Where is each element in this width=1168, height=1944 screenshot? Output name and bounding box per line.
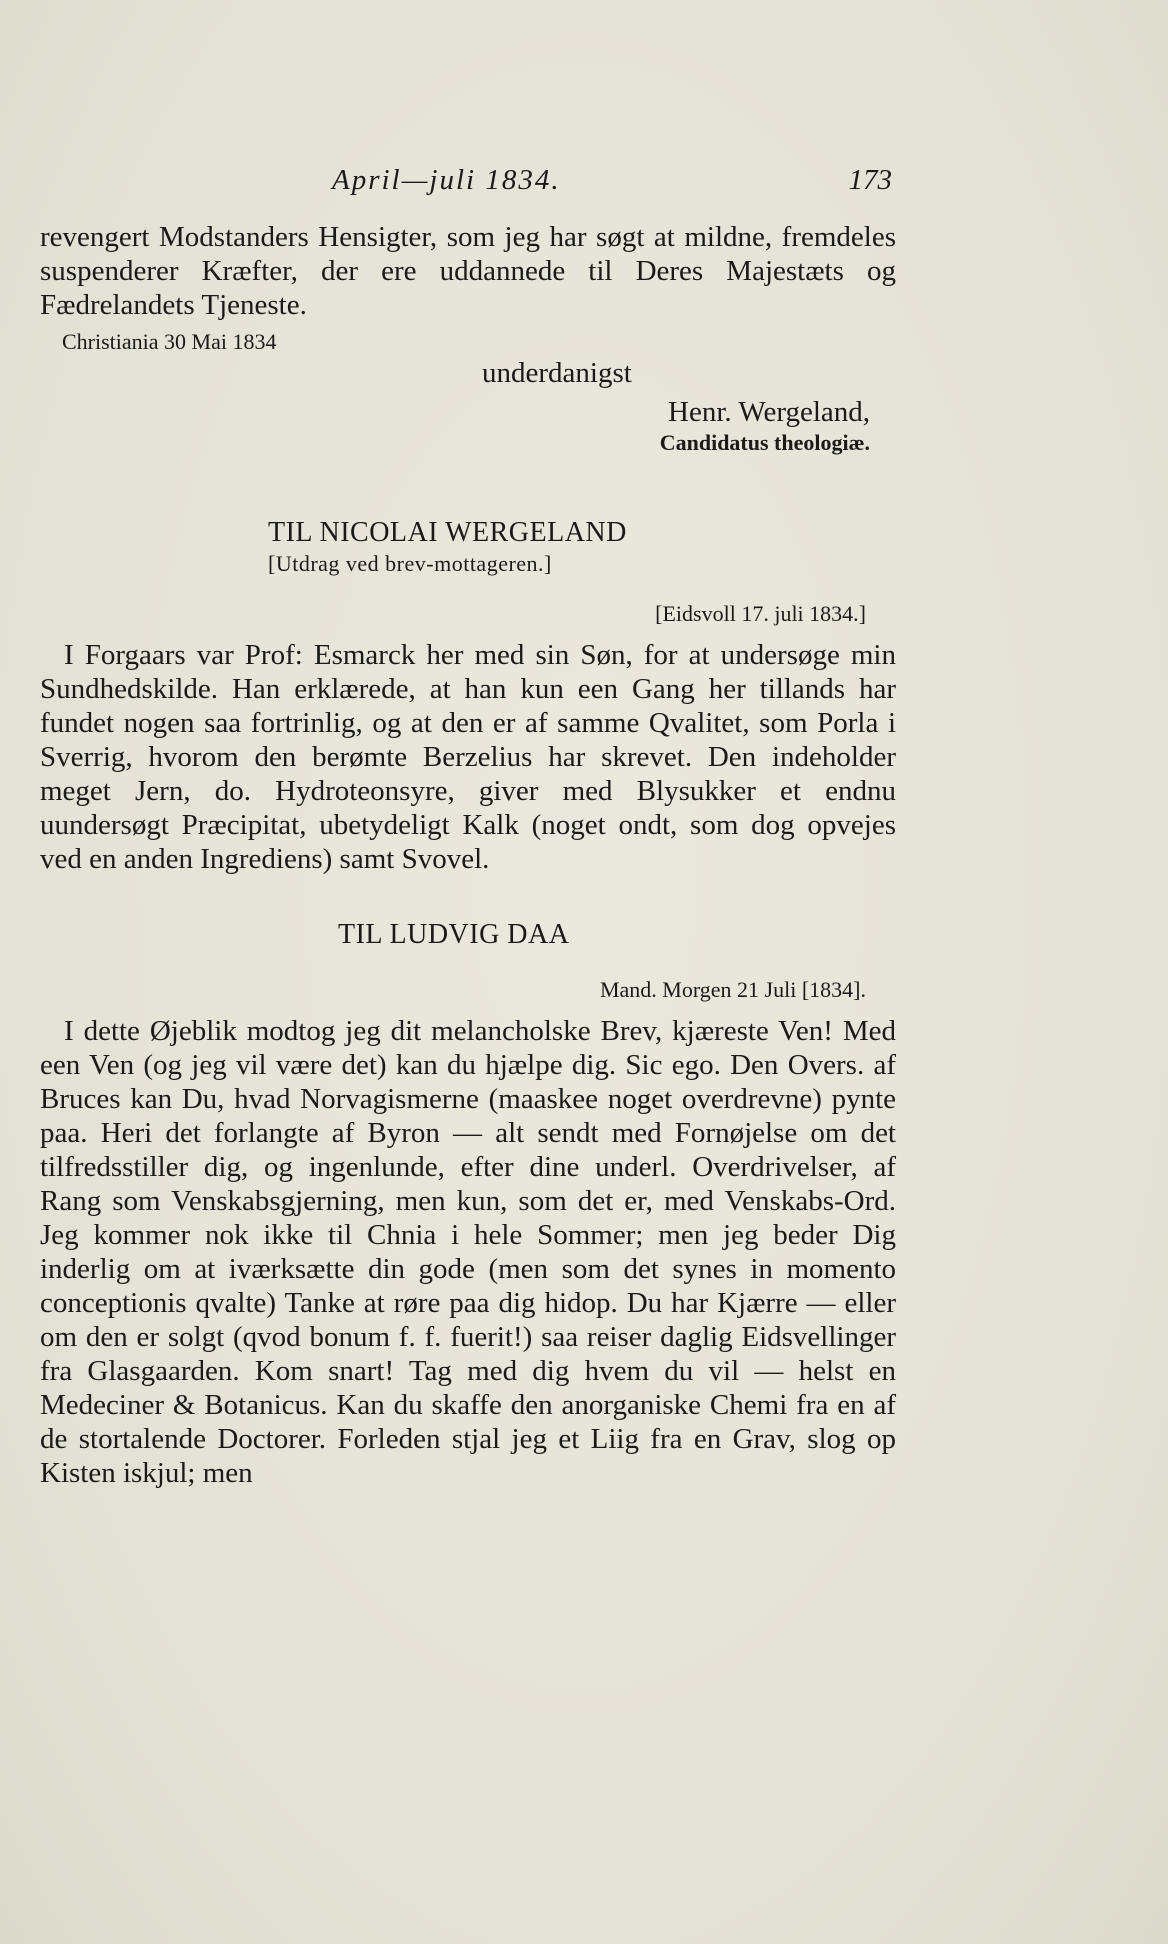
letter1-signature: Henr. Wergeland,	[668, 396, 870, 428]
page-number: 173	[848, 164, 892, 196]
letter1-place-date: Christiania 30 Mai 1834	[62, 329, 277, 354]
page-content	[40, 150, 896, 1490]
letter1-closing: underdanigst	[482, 357, 632, 389]
letter1-paragraph: revengert Modstanders Hensigter, som jeg har søgt at mildne, fremdeles suspenderer Kræfter, der ere uddannede til Deres Majestæts og Fædrelandets Tjeneste.	[40, 221, 896, 321]
letter2-paragraph: I Forgaars var Prof: Esmarck her med sin Søn, for at undersøge min Sundhedskilde. Han erklærede, at han kun een Gang her tillands har fundet nogen saa fortrinlig, og at den er af samme Qvalitet, som Porla i Sverrig, hvorom den berømte Berzelius har skrevet. Den indeholder meget Jern, do. Hydroteonsyre, giver med Blysukker et endnu uundersøgt Præcipitat, ubetydeligt Kalk (noget ondt, som dog opvejes ved en anden Ingrediens) samt Svovel.	[40, 639, 896, 875]
letter2-title: TIL NICOLAI WERGELAND	[268, 517, 627, 548]
letter1-signature-title: Candidatus theologiæ.	[659, 430, 870, 455]
letter3-dateline: Mand. Morgen 21 Juli [1834].	[599, 977, 866, 1002]
letter3-title: TIL LUDVIG DAA	[338, 919, 570, 950]
letter3-paragraph: I dette Øjeblik modtog jeg dit melancholske Brev, kjæreste Ven! Med een Ven (og jeg vil være det) kan du hjælpe dig. Sic ego. Den Overs. af Bruces kan Du, hvad Norvagismerne (maaskee noget overdrevne) pynte paa. Heri det forlangte af Byron — alt sendt med Fornøjelse om det tilfredsstiller dig, og ingenlunde, efter dine underl. Overdrivelser, af Rang som Venskabsgjerning, men kun, som det er, med Venskabs-Ord. Jeg kommer nok ikke til Chnia i hele Sommer; men jeg beder Dig inderlig om at iværksætte din gode (men som det synes in momento conceptionis qvalte) Tanke at røre paa dig hidop. Du har Kjærre — eller om den er solgt (qvod bonum f. f. fuerit!) saa reiser daglig Eidsvellinger fra Glasgaarden. Kom snart! Tag med dig hvem du vil — helst en Medeciner & Botanicus. Kan du skaffe den anorganiske Chemi fra en af de stortalende Doctorer. Forleden stjal jeg et Liig fra en Grav, slog op Kisten iskjul; men	[40, 1015, 896, 1489]
running-head: April—juli 1834.	[332, 164, 561, 196]
letter2-subtitle: [Utdrag ved brev-mottageren.]	[268, 551, 552, 576]
page-header	[40, 150, 896, 220]
letter2-dateline: [Eidsvoll 17. juli 1834.]	[655, 601, 866, 626]
